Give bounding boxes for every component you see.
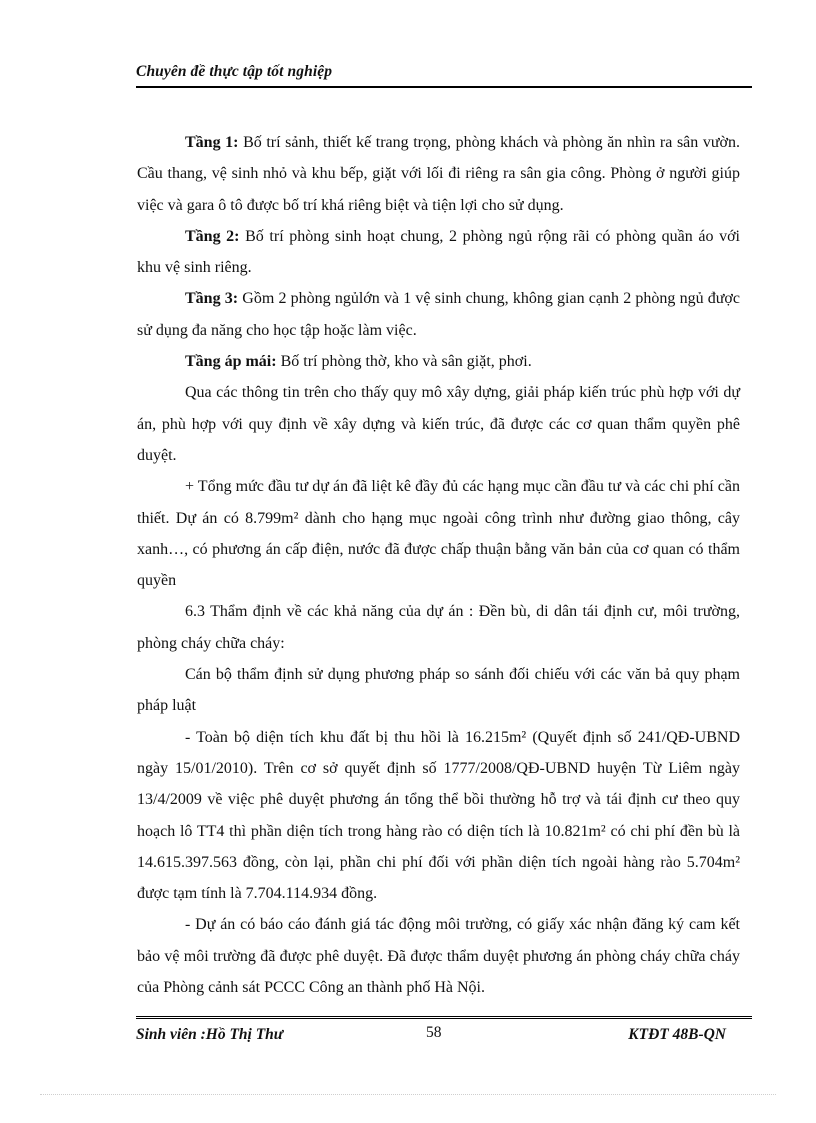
paragraph-label: Tầng 1: <box>185 134 239 151</box>
paragraph-floor-2 <box>137 221 740 284</box>
class-code: KTĐT 48B-QN <box>628 1026 726 1043</box>
paragraph-method <box>137 659 740 722</box>
paragraph-text: Bố trí phòng thờ, kho và sân giặt, phơi. <box>276 353 532 371</box>
page-footer <box>136 1016 752 1059</box>
paragraph-text: + Tổng mức đầu tư dự án đã liệt kê đầy đủ các hạng mục cần đầu tư và các chi phí cần thiết. Dự án có 8.799m² dành cho hạng mục ngoài công trình như đường giao thông, cây xanh…, có phương án cấp điện, nước đã được chấp thuận bằng văn bản của cơ quan có thẩm quyền <box>137 478 740 590</box>
paragraph-floor-3 <box>137 283 740 346</box>
paragraph-attic-floor <box>137 346 740 377</box>
paragraph-architecture-summary <box>137 377 740 471</box>
paragraph-text: Qua các thông tin trên cho thấy quy mô xây dựng, giải pháp kiến trúc phù hợp với dự án, phù hợp với quy định về xây dựng và kiến trúc, đã được các cơ quan thẩm quyền phê duyệt. <box>137 384 740 464</box>
paragraph-floor-1 <box>137 127 740 221</box>
student-name: Sinh viên :Hồ Thị Thư <box>136 1026 284 1043</box>
paragraph-text: Cán bộ thẩm định sử dụng phương pháp so sánh đối chiếu với các văn bả quy phạm pháp luật <box>137 666 740 715</box>
paragraph-text: - Toàn bộ diện tích khu đất bị thu hồi là 16.215m² (Quyết định số 241/QĐ-UBND ngày 15/01/2010). Trên cơ sở quyết định số 1777/2008/QĐ-UBND huyện Từ Liêm ngày 13/4/2009 về việc phê duyệt phương án tổng thể bồi thường hỗ trợ và tái định cư theo quy hoạch lô TT4 thì phần diện tích trong hàng rào có diện tích là 10.821m² có chi phí đền bù là 14.615.397.563 đồng, còn lại, phần chi phí đối với phần diện tích ngoài hàng rào 5.704m² được tạm tính là 7.704.114.934 đồng. <box>137 728 740 903</box>
paragraph-label: Tầng 2: <box>185 227 240 245</box>
paragraph-text: - Dự án có báo cáo đánh giá tác động môi trường, có giấy xác nhận đăng ký cam kết bảo vệ môi trường đã được phê duyệt. Đã được thẩm duyệt phương án phòng cháy chữa cháy của Phòng cảnh sát PCCC Công an thành phố Hà Nội. <box>137 916 740 997</box>
paragraph-investment <box>137 471 740 596</box>
paragraph-text: 6.3 Thẩm định về các khả năng của dự án : Đền bù, di dân tái định cư, môi trường, phòng cháy chữa cháy: <box>137 603 740 652</box>
paragraph-label: Tầng 3: <box>185 290 239 308</box>
paragraph-section-6-3 <box>137 596 740 659</box>
paragraph-environment <box>137 909 740 1003</box>
document-title: Chuyên đề thực tập tốt nghiệp <box>136 63 333 80</box>
document-body <box>137 127 740 1003</box>
paragraph-text: Gồm 2 phòng ngủlớn và 1 vệ sinh chung, không gian cạnh 2 phòng ngủ được sử dụng đa năng cho học tập hoặc làm việc. <box>137 290 740 339</box>
page-bottom-divider <box>40 1094 776 1095</box>
page-header <box>136 60 752 88</box>
paragraph-text: Bố trí sảnh, thiết kế trang trọng, phòng khách và phòng ăn nhìn ra sân vườn. Cầu thang, vệ sinh nhỏ và khu bếp, giặt với lối đi riêng ra sân gia công. Phòng ở người giúp việc và gara ô tô được bố trí khá riêng biệt và tiện lợi cho sử dụng. <box>137 134 740 214</box>
paragraph-land-recovery <box>137 722 740 910</box>
paragraph-label: Tầng áp mái: <box>185 353 277 371</box>
page-number: 58 <box>426 1024 442 1041</box>
paragraph-text: Bố trí phòng sinh hoạt chung, 2 phòng ngủ rộng rãi có phòng quần áo với khu vệ sinh riêng. <box>137 227 740 277</box>
